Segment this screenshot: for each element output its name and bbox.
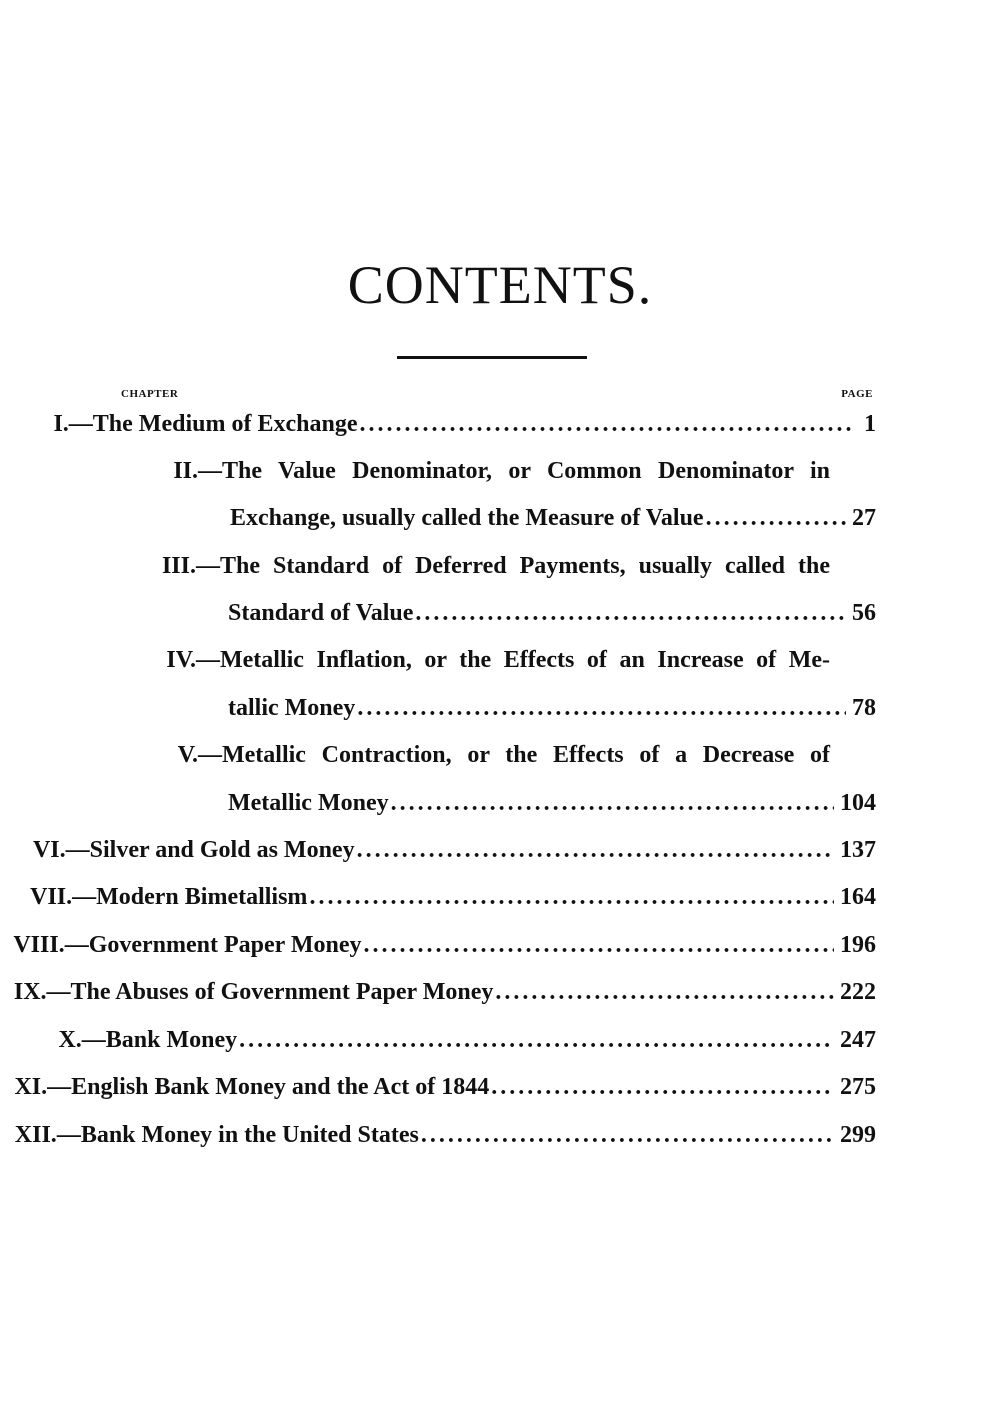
dot-leader bbox=[391, 787, 834, 819]
chapter-number: IV. bbox=[166, 647, 196, 673]
page-number: 196 bbox=[840, 932, 876, 958]
page-number: 164 bbox=[840, 884, 876, 910]
chapter-title: —Metallic Inflation, or the Effects of an Increase of Me- bbox=[196, 647, 830, 673]
toc-entry bbox=[0, 1024, 876, 1056]
toc-entry bbox=[0, 550, 830, 582]
chapter-title: —Government Paper Money bbox=[64, 932, 362, 958]
chapter-title-continued: Metallic Money bbox=[228, 790, 389, 816]
chapter-title: —English Bank Money and the Act of 1844 bbox=[47, 1074, 490, 1100]
toc-entry bbox=[0, 455, 830, 487]
dot-leader bbox=[495, 976, 834, 1008]
dot-leader bbox=[239, 1024, 834, 1056]
dot-leader bbox=[491, 1071, 834, 1103]
page-number: 299 bbox=[840, 1122, 876, 1148]
title-rule bbox=[397, 356, 587, 359]
toc-entry-continuation bbox=[228, 597, 876, 629]
page-number: 78 bbox=[852, 695, 876, 721]
chapter-number: I. bbox=[53, 411, 69, 437]
dot-leader bbox=[421, 1119, 834, 1151]
dot-leader bbox=[357, 834, 834, 866]
page-number: 222 bbox=[840, 979, 876, 1005]
toc-entry bbox=[0, 1071, 876, 1103]
page-number: 137 bbox=[840, 837, 876, 863]
toc-entry bbox=[0, 976, 876, 1008]
chapter-title: —Modern Bimetallism bbox=[72, 884, 308, 910]
dot-leader bbox=[364, 929, 834, 961]
chapter-number: VIII. bbox=[13, 932, 65, 958]
page-number: 104 bbox=[840, 790, 876, 816]
chapter-column-header: CHAPTER bbox=[121, 388, 179, 400]
toc-entry bbox=[0, 881, 876, 913]
dot-leader bbox=[309, 881, 834, 913]
chapter-title: —Bank Money bbox=[81, 1027, 238, 1053]
toc-entry-continuation bbox=[228, 787, 876, 819]
chapter-number: VI. bbox=[32, 837, 66, 863]
toc-entry bbox=[0, 644, 830, 676]
chapter-number: XI. bbox=[14, 1074, 48, 1100]
page-number: 1 bbox=[864, 411, 876, 437]
chapter-title-continued: Exchange, usually called the Measure of Value bbox=[230, 505, 704, 531]
chapter-title: —Metallic Contraction, or the Effects of a Decrease of bbox=[198, 742, 830, 768]
chapter-number: III. bbox=[161, 553, 196, 579]
chapter-title: —The Abuses of Government Paper Money bbox=[46, 979, 494, 1005]
toc-entry bbox=[0, 834, 876, 866]
chapter-number: IX. bbox=[13, 979, 47, 1005]
chapter-title: —The Value Denominator, or Common Denominator in bbox=[198, 458, 830, 484]
dot-leader bbox=[357, 692, 846, 724]
page-column-header: PAGE bbox=[841, 388, 873, 400]
page-number: 275 bbox=[840, 1074, 876, 1100]
toc-entry bbox=[0, 408, 876, 440]
chapter-title: —The Medium of Exchange bbox=[68, 411, 358, 437]
toc-entry-continuation bbox=[230, 502, 876, 534]
chapter-number: XII. bbox=[14, 1122, 57, 1148]
page-number: 56 bbox=[852, 600, 876, 626]
page-number: 247 bbox=[840, 1027, 876, 1053]
dot-leader bbox=[359, 408, 854, 440]
chapter-title: —Bank Money in the United States bbox=[56, 1122, 419, 1148]
toc-entry bbox=[0, 739, 830, 771]
chapter-title: —Silver and Gold as Money bbox=[65, 837, 355, 863]
chapter-number: V. bbox=[177, 742, 198, 768]
chapter-title-continued: tallic Money bbox=[228, 695, 356, 721]
page-number: 27 bbox=[852, 505, 876, 531]
chapter-title: —The Standard of Deferred Payments, usually called the bbox=[196, 553, 830, 579]
chapter-title-continued: Standard of Value bbox=[228, 600, 414, 626]
chapter-number: X. bbox=[58, 1027, 82, 1053]
chapter-number: II. bbox=[173, 458, 198, 484]
toc-entry bbox=[0, 929, 876, 961]
toc-entry bbox=[0, 1119, 876, 1151]
dot-leader bbox=[415, 597, 846, 629]
toc-entry-continuation bbox=[228, 692, 876, 724]
dot-leader bbox=[706, 502, 846, 534]
page-title: CONTENTS. bbox=[347, 255, 653, 315]
chapter-number: VII. bbox=[30, 884, 73, 910]
